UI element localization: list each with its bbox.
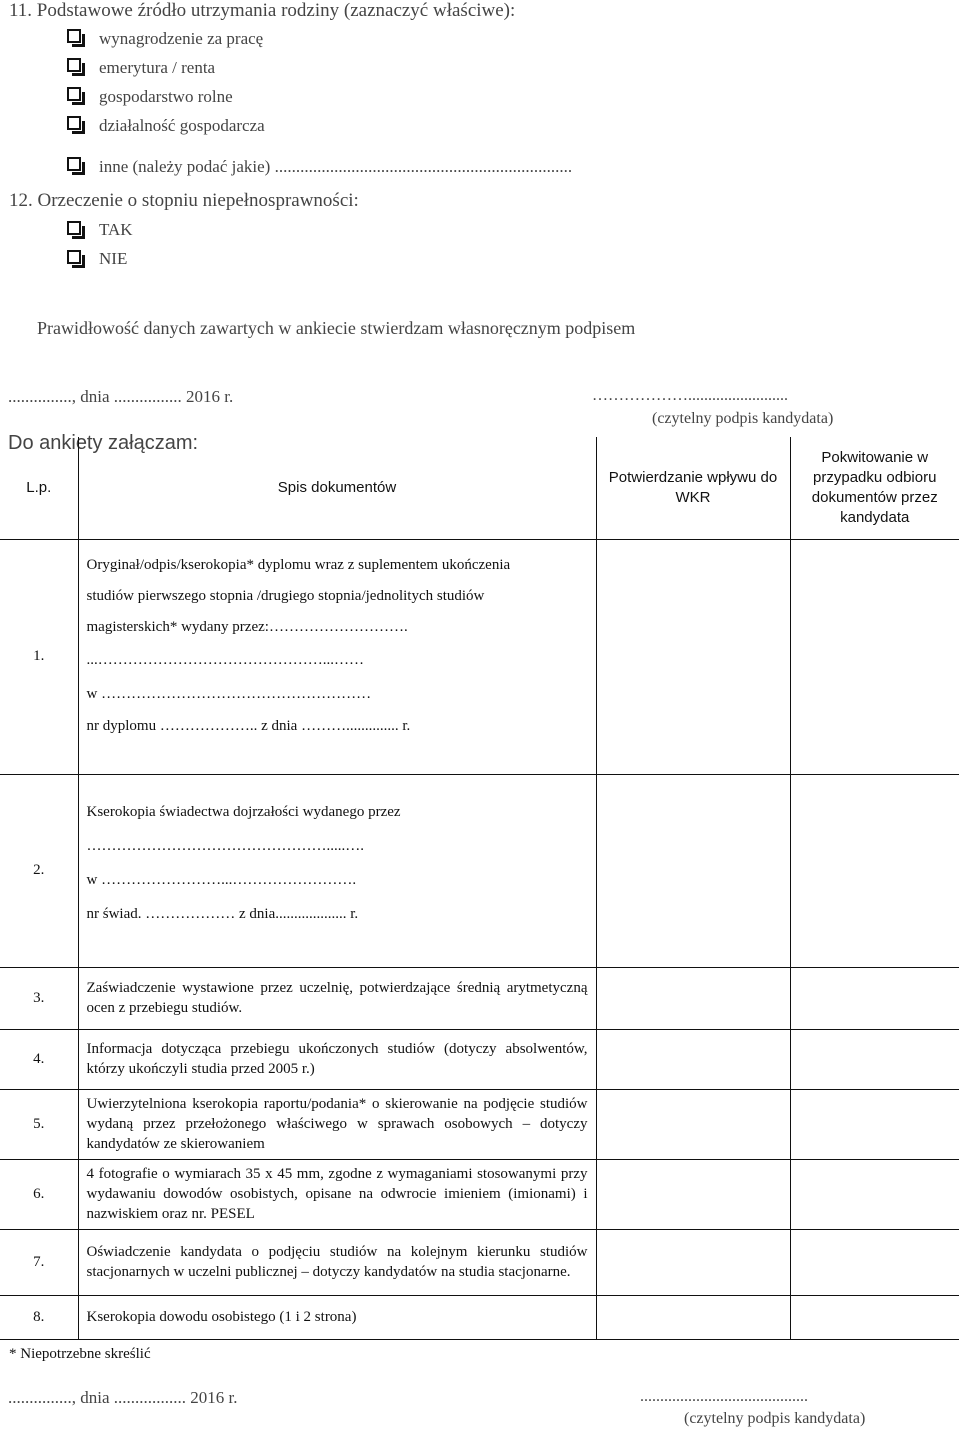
q12-option-tak: TAK	[99, 220, 133, 239]
row1-line-6[interactable]: nr dyplomu ……………….. z dnia ……….............. r.	[86, 717, 411, 734]
row2-line-1: Kserokopia świadectwa dojrzałości wydanego przez	[86, 803, 401, 820]
documents-table	[0, 437, 959, 1340]
place-date-line: ..............., dnia ................ 2016 r.	[8, 387, 234, 406]
row1-line-5[interactable]: w ………………………………………………	[86, 685, 372, 702]
footnote: * Niepotrzebne skreślić	[9, 1346, 151, 1362]
q12-option-nie: NIE	[99, 249, 128, 268]
table-row	[0, 1295, 959, 1339]
row4-pokwitowanie-cell[interactable]	[790, 1029, 959, 1089]
row8-description: Kserokopia dowodu osobistego (1 i 2 strona)	[78, 1295, 596, 1339]
header-pokwitowanie: Pokwitowanie w przypadku odbioru dokumentów przez kandydata	[790, 437, 959, 539]
row6-pokwitowanie-cell[interactable]	[790, 1159, 959, 1229]
row-number: 7.	[0, 1229, 78, 1295]
row-number: 2.	[0, 774, 78, 967]
q11-option-5: inne (należy podać jakie) ......................................................................	[99, 157, 573, 176]
row-number: 5.	[0, 1089, 78, 1159]
row2-line-4[interactable]: nr świad. ……………… z dnia................... r.	[86, 905, 359, 922]
row8-potwierdzenie-cell[interactable]	[596, 1295, 790, 1339]
row5-potwierdzenie-cell[interactable]	[596, 1089, 790, 1159]
row3-potwierdzenie-cell[interactable]	[596, 967, 790, 1029]
q11-title: 11. Podstawowe źródło utrzymania rodziny (zaznaczyć właściwe):	[9, 0, 516, 21]
q11-option-2: emerytura / renta	[99, 58, 216, 77]
signature-dots-bottom: ..........................................	[640, 1388, 808, 1405]
q12-title: 12. Orzeczenie o stopniu niepełnosprawności:	[9, 190, 359, 211]
checkbox-emerytura[interactable]	[67, 58, 81, 72]
table-row	[0, 1159, 959, 1229]
row1-pokwitowanie-cell[interactable]	[790, 539, 959, 774]
table-row	[0, 539, 959, 774]
signature-caption-bottom: (czytelny podpis kandydata)	[684, 1410, 866, 1427]
table-row	[0, 774, 959, 967]
row2-potwierdzenie-cell[interactable]	[596, 774, 790, 967]
row4-description: Informacja dotycząca przebiegu ukończonych studiów (dotyczy absolwentów, którzy ukończyli studia przed 2005 r.)	[78, 1029, 596, 1089]
checkbox-tak[interactable]	[67, 221, 81, 235]
q11-option-4: działalność gospodarcza	[99, 116, 265, 135]
signature-dots: ……………….........................	[592, 387, 788, 404]
row1-line-2: studiów pierwszego stopnia /drugiego stopnia/jednolitych studiów	[86, 587, 485, 604]
row6-potwierdzenie-cell[interactable]	[596, 1159, 790, 1229]
row-number: 1.	[0, 539, 78, 774]
q11-option-3: gospodarstwo rolne	[99, 87, 233, 106]
row-number: 8.	[0, 1295, 78, 1339]
header-spis: Spis dokumentów	[78, 437, 596, 539]
checkbox-inne[interactable]	[67, 157, 81, 171]
table-row	[0, 967, 959, 1029]
row1-line-4[interactable]: ...………………………………………...……	[86, 651, 364, 668]
row2-line-2[interactable]: ………………………………………….....….	[86, 837, 364, 854]
checkbox-gospodarstwo[interactable]	[67, 87, 81, 101]
row-number: 3.	[0, 967, 78, 1029]
attachments-heading: Do ankiety załączam:	[8, 432, 199, 454]
row3-pokwitowanie-cell[interactable]	[790, 967, 959, 1029]
row7-description: Oświadczenie kandydata o podjęciu studiów na kolejnym kierunku studiów stacjonarnych w uczelni publicznej – dotyczy kandydatów na studia stacjonarne.	[78, 1229, 596, 1295]
header-lp: L.p.	[0, 437, 78, 539]
place-date-line-bottom: ..............., dnia ................. 2016 r.	[8, 1388, 238, 1407]
table-row	[0, 1089, 959, 1159]
row7-pokwitowanie-cell[interactable]	[790, 1229, 959, 1295]
checkbox-wynagrodzenie[interactable]	[67, 29, 81, 43]
q11-option-1: wynagrodzenie za pracę	[99, 29, 264, 48]
table-row	[0, 1029, 959, 1089]
row1-potwierdzenie-cell[interactable]	[596, 539, 790, 774]
table-row	[0, 1229, 959, 1295]
row1-line-1: Oryginał/odpis/kserokopia* dyplomu wraz z suplementem ukończenia	[86, 556, 511, 573]
checkbox-nie[interactable]	[67, 250, 81, 264]
row-number: 4.	[0, 1029, 78, 1089]
statement-text: Prawidłowość danych zawartych w ankiecie stwierdzam własnoręcznym podpisem	[37, 318, 636, 338]
row1-line-3: magisterskich* wydany przez:……………………….	[86, 618, 408, 635]
row6-description: 4 fotografie o wymiarach 35 x 45 mm, zgodne z wymaganiami stosowanymi przy wydawaniu dowodów osobistych, opisane na odwrocie imieniem (imionami) i nazwiskiem oraz nr. PESEL	[78, 1159, 596, 1229]
row7-potwierdzenie-cell[interactable]	[596, 1229, 790, 1295]
header-potwierdzenie: Potwierdzanie wpływu do WKR	[596, 437, 790, 539]
row3-description: Zaświadczenie wystawione przez uczelnię, potwierdzające średnią arytmetyczną ocen z przebiegu studiów.	[78, 967, 596, 1029]
checkbox-dzialalnosc[interactable]	[67, 116, 81, 130]
row2-line-3[interactable]: w ……………………...…………………….	[86, 871, 357, 888]
row5-description: Uwierzytelniona kserokopia raportu/podania* o skierowanie na podjęcie studiów wydaną przez przełożonego właściwego w sprawach osobowych – dotyczy kandydatów ze skierowaniem	[78, 1089, 596, 1159]
row5-pokwitowanie-cell[interactable]	[790, 1089, 959, 1159]
row8-pokwitowanie-cell[interactable]	[790, 1295, 959, 1339]
signature-caption: (czytelny podpis kandydata)	[652, 410, 834, 427]
row2-pokwitowanie-cell[interactable]	[790, 774, 959, 967]
row4-potwierdzenie-cell[interactable]	[596, 1029, 790, 1089]
row-number: 6.	[0, 1159, 78, 1229]
